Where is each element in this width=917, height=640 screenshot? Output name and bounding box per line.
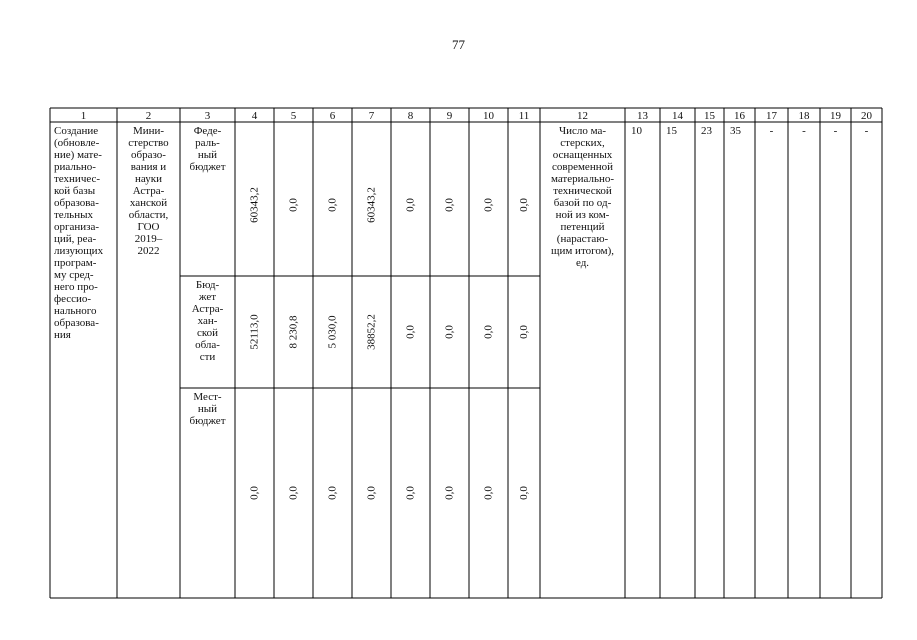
column-header-19: 19 xyxy=(830,110,841,122)
column-header-4: 4 xyxy=(251,110,258,122)
target-value: 15 xyxy=(666,125,677,137)
executor-line: стерство xyxy=(128,137,169,149)
measure-line: Создание xyxy=(54,125,99,137)
column-header-7: 7 xyxy=(368,110,375,122)
funding-value: 60343,2 xyxy=(365,187,378,223)
executor-line: 2019– xyxy=(134,233,163,245)
indicator-line: петенций xyxy=(560,221,605,233)
funding-source-line: жет xyxy=(198,291,217,303)
column-header-18: 18 xyxy=(798,110,810,122)
funding-value: 0,0 xyxy=(404,325,417,339)
column-header-2: 2 xyxy=(145,110,152,122)
measure-line: риально- xyxy=(54,161,96,173)
funding-source-line: сти xyxy=(199,351,216,363)
column-header-8: 8 xyxy=(407,110,414,122)
funding-value: 0,0 xyxy=(518,325,530,339)
executor-line: ГОО xyxy=(137,221,160,233)
indicator-line: стерских, xyxy=(560,137,605,149)
column-header-14: 14 xyxy=(672,110,683,122)
funding-value: 52113,0 xyxy=(248,314,261,350)
page-number: 77 xyxy=(452,37,465,52)
target-value: - xyxy=(769,125,774,137)
column-header-3: 3 xyxy=(204,110,211,122)
column-header-5: 5 xyxy=(290,110,297,122)
measure-line: ния xyxy=(54,329,71,341)
measure-line: ций, реа- xyxy=(54,233,97,245)
indicator-line: ед. xyxy=(575,257,590,269)
indicator-line: базой по од- xyxy=(553,197,612,209)
funding-source-line: раль- xyxy=(195,137,220,149)
measure-line: него про- xyxy=(54,281,98,293)
funding-source-line: Мест- xyxy=(193,391,222,403)
executor-line: вания и xyxy=(130,161,167,173)
funding-value: 0,0 xyxy=(326,198,339,212)
funding-value: 38852,2 xyxy=(365,314,378,350)
target-value: 23 xyxy=(701,125,712,137)
funding-value: 0,0 xyxy=(404,198,417,212)
column-header-20: 20 xyxy=(861,110,872,122)
measure-line: програм- xyxy=(54,257,97,269)
funding-value: 0,0 xyxy=(518,198,530,212)
funding-source-line: ный xyxy=(197,149,218,161)
funding-source-line: бюджет xyxy=(189,415,226,427)
measure-line: му сред- xyxy=(54,269,94,281)
funding-value: 0,0 xyxy=(326,486,339,500)
funding-source-line: ской xyxy=(196,327,219,339)
measure-line: тельных xyxy=(54,209,93,221)
measure-line: нального xyxy=(54,305,97,317)
column-header-16: 16 xyxy=(734,110,745,122)
target-value: - xyxy=(864,125,869,137)
measure-line: (обновле- xyxy=(54,137,100,149)
column-header-1: 1 xyxy=(80,110,87,122)
funding-source-line: Бюд- xyxy=(195,279,220,291)
measure-line: фессио- xyxy=(54,293,92,305)
funding-value: 0,0 xyxy=(482,198,495,212)
indicator-line: щим итогом), xyxy=(550,245,615,257)
column-header-6: 6 xyxy=(329,110,336,122)
column-header-15: 15 xyxy=(704,110,715,122)
funding-source-line: Астра- xyxy=(191,303,224,315)
funding-source-line: обла- xyxy=(195,339,220,351)
funding-value: 0,0 xyxy=(443,198,456,212)
funding-value: 0,0 xyxy=(404,486,417,500)
executor-line: Мини- xyxy=(132,125,165,137)
target-value: 10 xyxy=(631,125,642,137)
target-value: 35 xyxy=(730,125,741,137)
measure-line: кой базы xyxy=(54,185,96,197)
indicator-line: оснащенных xyxy=(552,149,613,161)
funding-value: 0,0 xyxy=(482,486,495,500)
target-value: - xyxy=(833,125,838,137)
funding-source-line: ный xyxy=(197,403,218,415)
indicator-line: материально- xyxy=(550,173,615,185)
executor-line: области, xyxy=(128,209,169,221)
measure-line: образова- xyxy=(54,317,99,329)
funding-value: 5 030,0 xyxy=(326,315,339,349)
column-header-11: 11 xyxy=(518,110,530,122)
measure-line: ние) мате- xyxy=(54,149,102,161)
funding-value: 0,0 xyxy=(443,486,456,500)
indicator-line: Число ма- xyxy=(558,125,607,137)
column-header-12: 12 xyxy=(577,110,588,122)
indicator-line: (нарастаю- xyxy=(556,233,609,245)
column-header-17: 17 xyxy=(766,110,777,122)
executor-line: образо- xyxy=(131,149,166,161)
funding-source-line: бюджет xyxy=(189,161,226,173)
funding-source-line: хан- xyxy=(197,315,218,327)
executor-line: науки xyxy=(135,173,162,185)
indicator-line: ной из ком- xyxy=(555,209,610,221)
executor-line: 2022 xyxy=(137,245,160,257)
column-header-9: 9 xyxy=(446,110,453,122)
indicator-line: современной xyxy=(552,161,613,173)
funding-value: 0,0 xyxy=(287,198,300,212)
funding-value: 0,0 xyxy=(365,486,378,500)
measure-line: техничес- xyxy=(54,173,101,185)
funding-value: 0,0 xyxy=(248,486,261,500)
funding-value: 0,0 xyxy=(287,486,300,500)
funding-value: 8 230,8 xyxy=(287,315,300,349)
funding-value: 0,0 xyxy=(518,486,530,500)
executor-line: Астра- xyxy=(132,185,165,197)
column-header-10: 10 xyxy=(483,110,494,122)
measure-line: лизующих xyxy=(54,245,104,257)
funding-value: 60343,2 xyxy=(248,187,261,223)
indicator-line: технической xyxy=(553,185,612,197)
measure-line: организа- xyxy=(54,221,100,233)
target-value: - xyxy=(802,125,806,137)
column-header-13: 13 xyxy=(637,110,648,122)
executor-line: ханской xyxy=(129,197,168,209)
funding-value: 0,0 xyxy=(482,325,495,339)
funding-source-line: Феде- xyxy=(193,125,222,137)
funding-value: 0,0 xyxy=(443,325,456,339)
measure-line: образова- xyxy=(54,197,99,209)
